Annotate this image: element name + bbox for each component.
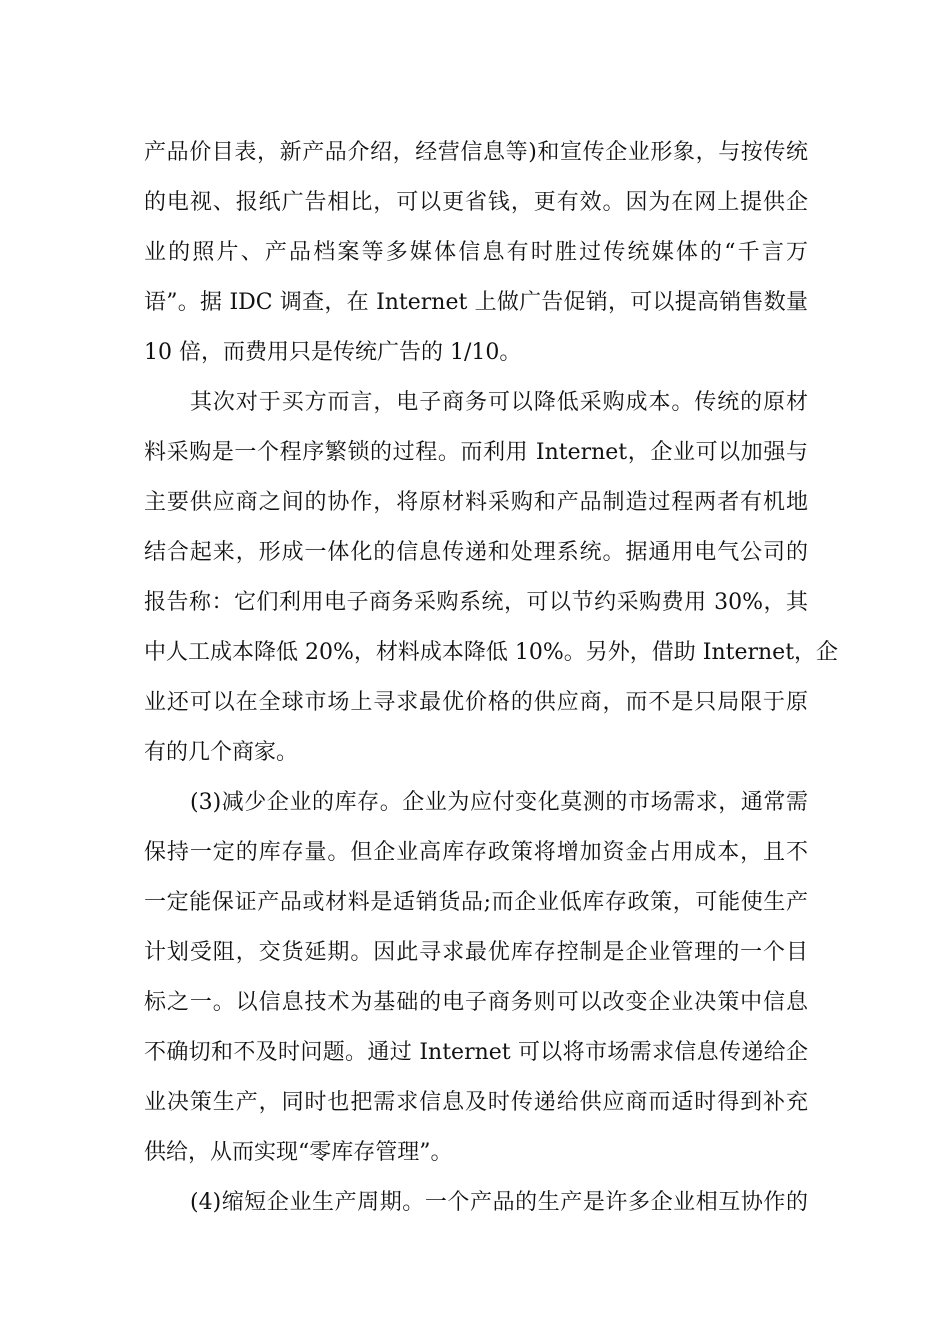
text-line: 不确切和不及时问题。通过 Internet 可以将市场需求信息传递给企 [144, 1040, 808, 1065]
paragraph-first-line: (4)缩短企业生产周期。一个产品的生产是许多企业相互协作的 [190, 1190, 808, 1215]
text-line: 10 倍，而费用只是传统广告的 1/10。 [144, 340, 522, 365]
text-line: 语”。据 IDC 调查，在 Internet 上做广告促销，可以提高销售数量 [144, 290, 808, 315]
text-line: 料采购是一个程序繁锁的过程。而利用 Internet，企业可以加强与 [144, 440, 808, 465]
paragraph-first-line: 其次对于买方而言，电子商务可以降低采购成本。传统的原材 [190, 390, 808, 415]
paragraph-first-line: (3)减少企业的库存。企业为应付变化莫测的市场需求，通常需 [190, 790, 808, 815]
text-line: 业决策生产，同时也把需求信息及时传递给供应商而适时得到补充 [144, 1090, 808, 1115]
text-line: 业还可以在全球市场上寻求最优价格的供应商，而不是只局限于原 [144, 690, 808, 715]
text-line: 有的几个商家。 [144, 740, 299, 765]
text-line: 主要供应商之间的协作，将原材料采购和产品制造过程两者有机地 [144, 490, 808, 515]
text-line: 供给，从而实现“零库存管理”。 [144, 1140, 453, 1165]
text-line: 中人工成本降低 20%，材料成本降低 10%。另外，借助 Internet，企 [144, 640, 839, 665]
text-line: 报告称：它们利用电子商务采购系统，可以节约采购费用 30%，其 [144, 590, 808, 615]
text-line: 保持一定的库存量。但企业高库存政策将增加资金占用成本，且不 [144, 840, 808, 865]
text-line: 标之一。以信息技术为基础的电子商务则可以改变企业决策中信息 [144, 990, 808, 1015]
text-line: 产品价目表，新产品介绍，经营信息等)和宣传企业形象，与按传统 [144, 140, 808, 165]
text-line: 业的照片、产品档案等多媒体信息有时胜过传统媒体的“千言万 [144, 240, 808, 265]
text-line: 一定能保证产品或材料是适销货品;而企业低库存政策，可能使生产 [144, 890, 808, 915]
text-line: 结合起来，形成一体化的信息传递和处理系统。据通用电气公司的 [144, 540, 808, 565]
text-line: 的电视、报纸广告相比，可以更省钱，更有效。因为在网上提供企 [144, 190, 808, 215]
text-line: 计划受阻，交货延期。因此寻求最优库存控制是企业管理的一个目 [144, 940, 808, 965]
